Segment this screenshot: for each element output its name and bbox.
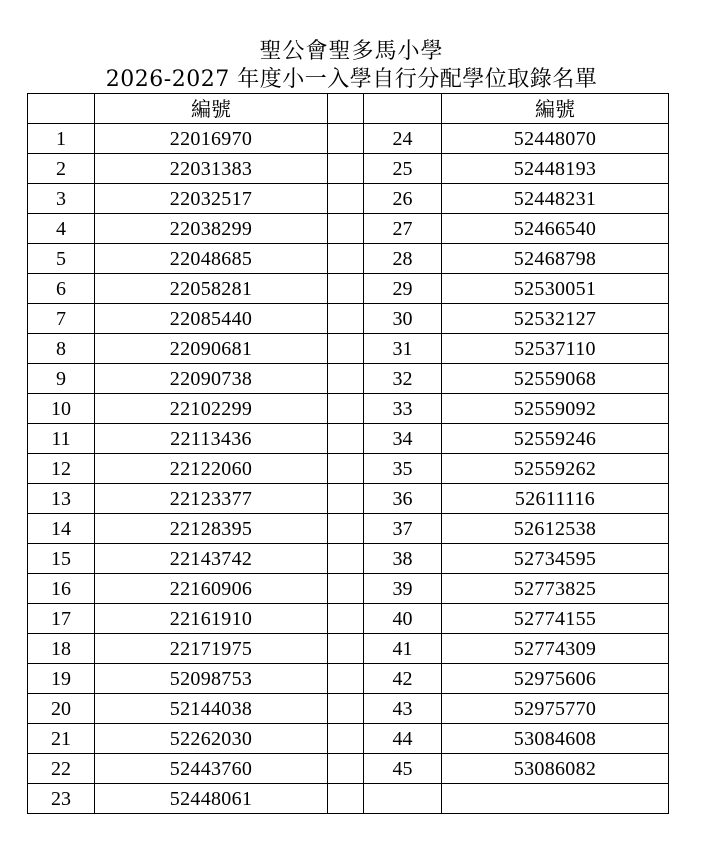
left-index-cell: 22 [28, 754, 95, 784]
left-code-cell: 52098753 [95, 664, 328, 694]
table-row [28, 334, 669, 364]
column-spacer [328, 304, 364, 334]
table-row [28, 124, 669, 154]
left-code-cell: 52262030 [95, 724, 328, 754]
right-index-cell: 39 [364, 574, 442, 604]
right-code-cell: 52734595 [442, 544, 669, 574]
right-index-cell: 32 [364, 364, 442, 394]
column-spacer [328, 94, 364, 124]
column-spacer [328, 454, 364, 484]
column-spacer [328, 334, 364, 364]
right-code-cell: 52774309 [442, 634, 669, 664]
table-row [28, 394, 669, 424]
right-code-cell: 53086082 [442, 754, 669, 784]
left-index-cell: 10 [28, 394, 95, 424]
right-code-cell [442, 784, 669, 814]
left-index-cell: 12 [28, 454, 95, 484]
left-index-cell: 13 [28, 484, 95, 514]
right-index-cell: 31 [364, 334, 442, 364]
left-index-cell: 21 [28, 724, 95, 754]
left-code-cell: 22143742 [95, 544, 328, 574]
table-row [28, 274, 669, 304]
column-spacer [328, 754, 364, 784]
table-row [28, 544, 669, 574]
table-row [28, 754, 669, 784]
table-row [28, 514, 669, 544]
right-index-cell: 25 [364, 154, 442, 184]
table-row [28, 304, 669, 334]
right-code-cell: 52448070 [442, 124, 669, 154]
left-index-cell: 20 [28, 694, 95, 724]
left-code-header: 編號 [95, 94, 328, 124]
left-code-cell: 22161910 [95, 604, 328, 634]
right-index-cell: 33 [364, 394, 442, 424]
column-spacer [328, 514, 364, 544]
right-index-cell: 35 [364, 454, 442, 484]
column-spacer [328, 364, 364, 394]
table-row [28, 214, 669, 244]
right-index-cell: 24 [364, 124, 442, 154]
left-index-header [28, 94, 95, 124]
left-code-cell: 22090681 [95, 334, 328, 364]
right-code-header: 編號 [442, 94, 669, 124]
left-code-cell: 22032517 [95, 184, 328, 214]
table-row [28, 484, 669, 514]
left-code-cell: 52144038 [95, 694, 328, 724]
column-spacer [328, 124, 364, 154]
column-spacer [328, 574, 364, 604]
right-index-cell: 30 [364, 304, 442, 334]
table-row [28, 604, 669, 634]
right-code-cell: 52537110 [442, 334, 669, 364]
left-index-cell: 2 [28, 154, 95, 184]
right-index-cell: 26 [364, 184, 442, 214]
column-spacer [328, 184, 364, 214]
right-index-cell: 28 [364, 244, 442, 274]
right-index-header [364, 94, 442, 124]
right-code-cell: 53084608 [442, 724, 669, 754]
left-code-cell: 52448061 [95, 784, 328, 814]
column-spacer [328, 484, 364, 514]
left-code-cell: 22128395 [95, 514, 328, 544]
right-code-cell: 52466540 [442, 214, 669, 244]
table-row [28, 364, 669, 394]
left-code-cell: 22123377 [95, 484, 328, 514]
right-index-cell: 40 [364, 604, 442, 634]
right-index-cell: 44 [364, 724, 442, 754]
list-title: 2026-2027 年度小一入學自行分配學位取錄名單 [105, 67, 598, 92]
left-code-cell: 22038299 [95, 214, 328, 244]
right-code-cell: 52773825 [442, 574, 669, 604]
left-index-cell: 18 [28, 634, 95, 664]
left-index-cell: 5 [28, 244, 95, 274]
column-spacer [328, 274, 364, 304]
left-index-cell: 4 [28, 214, 95, 244]
left-code-cell: 52443760 [95, 754, 328, 784]
left-index-cell: 1 [28, 124, 95, 154]
admission-list-body [28, 94, 669, 814]
right-code-cell: 52559262 [442, 454, 669, 484]
column-spacer [328, 694, 364, 724]
column-spacer [328, 544, 364, 574]
left-index-cell: 3 [28, 184, 95, 214]
right-index-cell: 27 [364, 214, 442, 244]
right-code-cell: 52530051 [442, 274, 669, 304]
right-code-cell: 52559068 [442, 364, 669, 394]
left-code-cell: 22058281 [95, 274, 328, 304]
right-index-cell: 38 [364, 544, 442, 574]
left-code-cell: 22113436 [95, 424, 328, 454]
column-spacer [328, 604, 364, 634]
column-spacer [328, 244, 364, 274]
left-code-cell: 22090738 [95, 364, 328, 394]
table-row [28, 454, 669, 484]
left-index-cell: 14 [28, 514, 95, 544]
left-code-cell: 22016970 [95, 124, 328, 154]
school-name: 聖公會聖多馬小學 [259, 39, 444, 64]
column-spacer [328, 154, 364, 184]
left-code-cell: 22160906 [95, 574, 328, 604]
left-index-cell: 7 [28, 304, 95, 334]
admission-list-table [27, 93, 669, 814]
left-index-cell: 9 [28, 364, 95, 394]
table-header-row [28, 94, 669, 124]
table-row [28, 724, 669, 754]
right-code-cell: 52448193 [442, 154, 669, 184]
right-index-cell: 42 [364, 664, 442, 694]
right-code-cell: 52611116 [442, 484, 669, 514]
table-row [28, 694, 669, 724]
left-index-cell: 6 [28, 274, 95, 304]
table-row [28, 634, 669, 664]
table-row [28, 784, 669, 814]
column-spacer [328, 424, 364, 454]
right-code-cell: 52612538 [442, 514, 669, 544]
right-code-cell: 52532127 [442, 304, 669, 334]
column-spacer [328, 394, 364, 424]
right-index-cell: 45 [364, 754, 442, 784]
right-code-cell: 52975606 [442, 664, 669, 694]
column-spacer [328, 724, 364, 754]
column-spacer [328, 664, 364, 694]
left-index-cell: 23 [28, 784, 95, 814]
left-code-cell: 22171975 [95, 634, 328, 664]
right-index-cell: 41 [364, 634, 442, 664]
left-code-cell: 22048685 [95, 244, 328, 274]
right-index-cell [364, 784, 442, 814]
left-index-cell: 16 [28, 574, 95, 604]
column-spacer [328, 784, 364, 814]
left-index-cell: 11 [28, 424, 95, 454]
right-index-cell: 43 [364, 694, 442, 724]
right-index-cell: 34 [364, 424, 442, 454]
table-row [28, 664, 669, 694]
table-row [28, 154, 669, 184]
table-row [28, 424, 669, 454]
column-spacer [328, 214, 364, 244]
table-row [28, 244, 669, 274]
left-index-cell: 8 [28, 334, 95, 364]
table-row [28, 184, 669, 214]
left-code-cell: 22102299 [95, 394, 328, 424]
left-index-cell: 15 [28, 544, 95, 574]
left-code-cell: 22031383 [95, 154, 328, 184]
table-row [28, 574, 669, 604]
right-index-cell: 37 [364, 514, 442, 544]
right-index-cell: 36 [364, 484, 442, 514]
left-code-cell: 22122060 [95, 454, 328, 484]
left-index-cell: 17 [28, 604, 95, 634]
right-code-cell: 52774155 [442, 604, 669, 634]
left-index-cell: 19 [28, 664, 95, 694]
right-code-cell: 52559092 [442, 394, 669, 424]
right-code-cell: 52559246 [442, 424, 669, 454]
left-code-cell: 22085440 [95, 304, 328, 334]
right-code-cell: 52975770 [442, 694, 669, 724]
right-index-cell: 29 [364, 274, 442, 304]
column-spacer [328, 634, 364, 664]
right-code-cell: 52448231 [442, 184, 669, 214]
right-code-cell: 52468798 [442, 244, 669, 274]
